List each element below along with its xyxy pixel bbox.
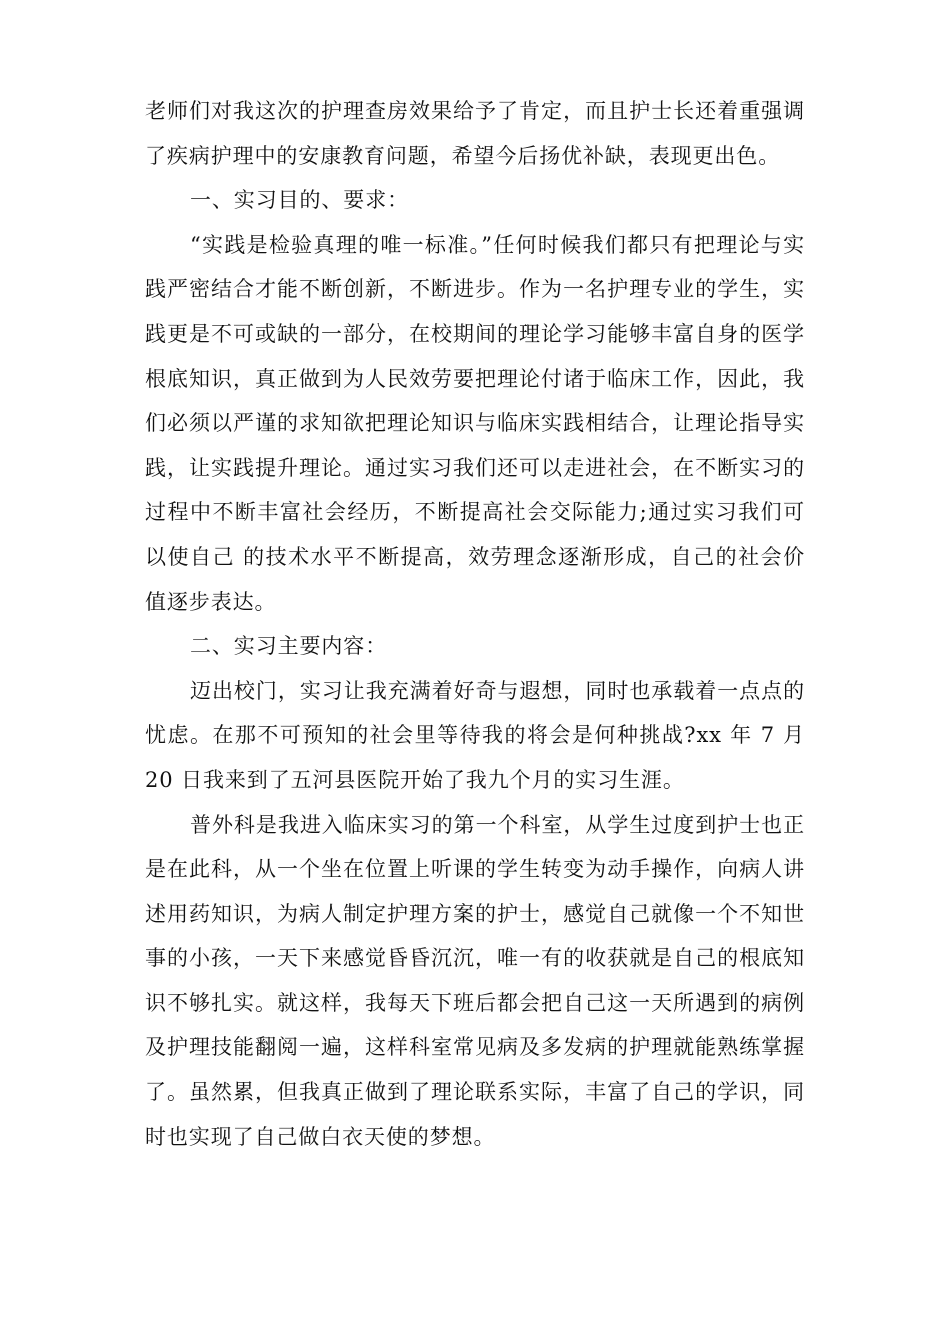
document-body: [145, 89, 805, 1159]
heading-internship-content: 二、实习主要内容：: [190, 634, 388, 659]
paragraph-praise-continuation: 老师们对我这次的护理查房效果给予了肯定，而且护士长还着重强调了疾病护理中的安康教育问题，希望今后扬优补缺，表现更出色。: [145, 99, 805, 168]
paragraph-practice-theory: “实践是检验真理的唯一标准。”任何时候我们都只有把理论与实践严密结合才能不断创新，不断进步。作为一名护理专业的学生，实践更是不可或缺的一部分，在校期间的理论学习能够丰富自身的医学根底知识，真正做到为人民效劳要把理论付诸于临床工作，因此，我们必须以严谨的求知欲把理论知识与临床实践相结合，让理论指导实践，让实践提升理论。通过实习我们还可以走进社会，在不断实习的过程中不断丰富社会经历，不断提高社会交际能力;通过实习我们可以使自己 的技术水平不断提高，效劳理念逐渐形成，自己的社会价值逐步表达。: [145, 232, 805, 614]
paragraph-general-surgery: 普外科是我进入临床实习的第一个科室，从学生过度到护士也正是在此科，从一个坐在位置上听课的学生转变为动手操作，向病人讲述用药知识，为病人制定护理方案的护士，感觉自己就像一个不知世事的小孩，一天下来感觉昏昏沉沉，唯一有的收获就是自己的根底知识不够扎实。就这样，我每天下班后都会把自己这一天所遇到的病例及护理技能翻阅一遍，这样科室常见病及多发病的护理就能熟练掌握了。虽然累，但我真正做到了理论联系实际，丰富了自己的学识，同时也实现了自己做白衣天使的梦想。: [145, 812, 805, 1149]
paragraph-leaving-school: 迈出校门，实习让我充满着好奇与遐想，同时也承载着一点点的忧虑。在那不可预知的社会里等待我的将会是何种挑战?xx 年 7 月 20 日我来到了五河县医院开始了我九个月的实习生涯。: [145, 678, 805, 792]
heading-internship-goals: 一、实习目的、要求：: [190, 188, 409, 213]
